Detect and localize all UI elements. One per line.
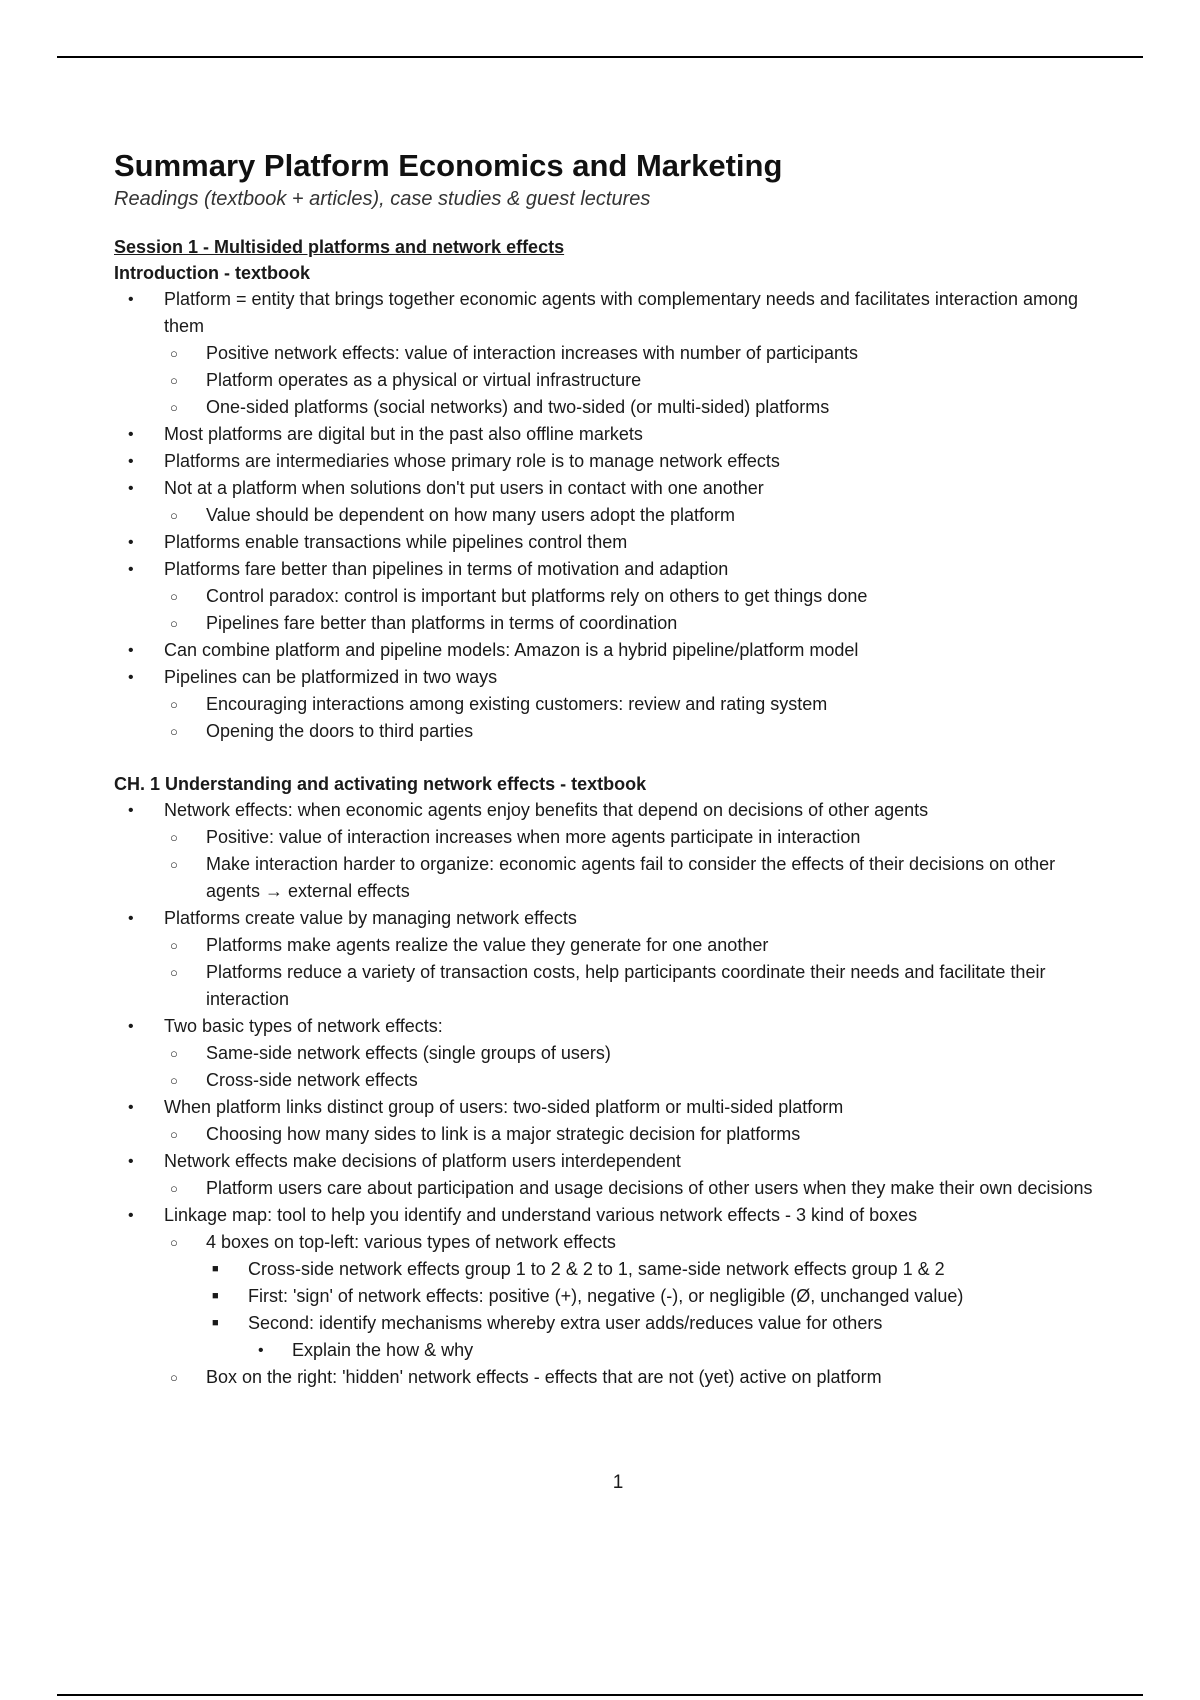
list-item-text: Same-side network effects (single groups of users) <box>206 1043 611 1063</box>
list-item-text: Platforms create value by managing network effects <box>164 908 577 928</box>
list-item <box>114 529 1104 556</box>
bullet-marker: ○ <box>170 616 178 631</box>
list-item-text: Cross-side network effects group 1 to 2 & 2 to 1, same-side network effects group 1 & 2 <box>248 1259 945 1279</box>
bullet-marker: • <box>128 1099 134 1116</box>
bullet-marker: • <box>258 1342 264 1359</box>
list-item-text: Platforms make agents realize the value they generate for one another <box>206 935 769 955</box>
top-rule <box>57 56 1143 58</box>
list-item-text: Pipelines can be platformized in two ways <box>164 667 498 687</box>
bullet-marker: ○ <box>170 965 178 980</box>
list-item-text: Opening the doors to third parties <box>206 721 474 741</box>
bullet-marker: ○ <box>170 1046 178 1061</box>
bullet-marker: ○ <box>170 508 178 523</box>
list-item-text: Platforms reduce a variety of transaction costs, help participants coordinate their needs and facilitate their interaction <box>206 962 1046 1009</box>
list-item-text: Platforms fare better than pipelines in terms of motivation and adaption <box>164 559 729 579</box>
list-item-text: First: 'sign' of network effects: positive (+), negative (-), or negligible (Ø, unchanged value) <box>248 1286 964 1306</box>
list-item <box>114 1310 1104 1337</box>
list-item <box>114 1283 1104 1310</box>
document-title: Summary Platform Economics and Marketing <box>114 148 783 183</box>
list-item-text: Encouraging interactions among existing customers: review and rating system <box>206 694 828 714</box>
list-item-text: Control paradox: control is important but platforms rely on others to get things done <box>206 586 868 606</box>
list-item <box>114 1337 1104 1364</box>
list-item <box>114 475 1104 502</box>
list-item-text: Positive: value of interaction increases when more agents participate in interaction <box>206 827 861 847</box>
list-item <box>114 959 1104 1013</box>
list-item-text: Platform = entity that brings together economic agents with complementary needs and facilitates interaction among them <box>164 289 1078 336</box>
list-item-text: Platform operates as a physical or virtual infrastructure <box>206 370 642 390</box>
bullet-marker: • <box>128 1018 134 1035</box>
list-item <box>114 610 1104 637</box>
bullet-marker: • <box>128 802 134 819</box>
bullet-marker: ○ <box>170 346 178 361</box>
bullet-marker: • <box>128 910 134 927</box>
bullet-marker: ■ <box>212 1263 219 1275</box>
list-item-text: Can combine platform and pipeline models: Amazon is a hybrid pipeline/platform model <box>164 640 859 660</box>
bullet-marker: • <box>128 1207 134 1224</box>
list-item <box>114 1202 1104 1229</box>
bullet-marker: ○ <box>170 400 178 415</box>
list-item <box>114 394 1104 421</box>
list-item-text: Second: identify mechanisms whereby extra user adds/reduces value for others <box>248 1313 883 1333</box>
list-item <box>114 718 1104 745</box>
list-item <box>114 905 1104 932</box>
list-item-text: Platforms enable transactions while pipelines control them <box>164 532 628 552</box>
bullet-marker: ○ <box>170 1073 178 1088</box>
bullet-marker: ○ <box>170 830 178 845</box>
list-item <box>114 691 1104 718</box>
list-item-text: Explain the how & why <box>292 1340 474 1360</box>
list-item <box>114 1364 1104 1391</box>
bullet-marker: • <box>128 1153 134 1170</box>
list-item <box>114 367 1104 394</box>
bullet-marker: ○ <box>170 857 178 872</box>
list-item-text: Platforms are intermediaries whose primary role is to manage network effects <box>164 451 780 471</box>
list-item <box>114 1175 1104 1202</box>
list-item-text: Network effects: when economic agents enjoy benefits that depend on decisions of other agents <box>164 800 929 820</box>
bullet-marker: ○ <box>170 589 178 604</box>
bullet-marker: ○ <box>170 1370 178 1385</box>
bullet-marker: ○ <box>170 1235 178 1250</box>
list-item <box>114 421 1104 448</box>
list-item <box>114 1067 1104 1094</box>
bullet-marker: • <box>128 561 134 578</box>
bullet-marker: ■ <box>212 1290 219 1302</box>
bullet-marker: • <box>128 453 134 470</box>
list-item-text: One-sided platforms (social networks) and two-sided (or multi-sided) platforms <box>206 397 830 417</box>
session-heading: Session 1 - Multisided platforms and network effects <box>114 237 565 257</box>
list-item <box>114 340 1104 367</box>
bullet-marker: ○ <box>170 373 178 388</box>
list-item <box>114 286 1104 340</box>
bottom-rule <box>57 1694 1143 1696</box>
list-item <box>114 824 1104 851</box>
list-item <box>114 1148 1104 1175</box>
section-heading: Introduction - textbook <box>114 263 310 283</box>
list-item <box>114 1121 1104 1148</box>
list-item <box>114 1094 1104 1121</box>
bullet-marker: • <box>128 480 134 497</box>
document-body <box>114 146 1104 1391</box>
bullet-list <box>114 797 1104 1391</box>
list-item-text: Two basic types of network effects: <box>164 1016 443 1036</box>
bullet-marker: • <box>128 642 134 659</box>
list-item <box>114 851 1104 905</box>
list-item <box>114 797 1104 824</box>
list-item <box>114 448 1104 475</box>
bullet-marker: ■ <box>212 1317 219 1329</box>
list-item <box>114 1013 1104 1040</box>
list-item <box>114 502 1104 529</box>
list-item <box>114 556 1104 583</box>
list-item-text: 4 boxes on top-left: various types of network effects <box>206 1232 616 1252</box>
bullet-marker: ○ <box>170 697 178 712</box>
bullet-marker: • <box>128 291 134 308</box>
document-subtitle: Readings (textbook + articles), case studies & guest lectures <box>114 188 651 210</box>
list-item-text: Make interaction harder to organize: economic agents fail to consider the effects of their decisions on other agents → external effects <box>206 854 1056 901</box>
list-item-text: When platform links distinct group of users: two-sided platform or multi-sided platform <box>164 1097 844 1117</box>
page-number: 1 <box>612 1472 624 1493</box>
list-item-text: Most platforms are digital but in the past also offline markets <box>164 424 643 444</box>
list-item-text: Pipelines fare better than platforms in terms of coordination <box>206 613 678 633</box>
bullet-marker: ○ <box>170 724 178 739</box>
bullet-marker: ○ <box>170 1181 178 1196</box>
bullet-marker: • <box>128 669 134 686</box>
list-item-text: Not at a platform when solutions don't put users in contact with one another <box>164 478 764 498</box>
list-item <box>114 583 1104 610</box>
list-item-text: Platform users care about participation and usage decisions of other users when they make their own decisions <box>206 1178 1093 1198</box>
bullet-marker: ○ <box>170 1127 178 1142</box>
list-item-text: Positive network effects: value of interaction increases with number of participants <box>206 343 858 363</box>
list-item-text: Linkage map: tool to help you identify and understand various network effects - 3 kind of boxes <box>164 1205 918 1225</box>
bullet-list <box>114 286 1104 745</box>
list-item-text: Box on the right: 'hidden' network effects - effects that are not (yet) active on platform <box>206 1367 882 1387</box>
list-item <box>114 637 1104 664</box>
list-item-text: Network effects make decisions of platform users interdependent <box>164 1151 681 1171</box>
bullet-marker: ○ <box>170 938 178 953</box>
list-item <box>114 1256 1104 1283</box>
list-item <box>114 664 1104 691</box>
bullet-marker: • <box>128 534 134 551</box>
list-item-text: Cross-side network effects <box>206 1070 418 1090</box>
section-heading: CH. 1 Understanding and activating network effects - textbook <box>114 774 647 794</box>
list-item-text: Choosing how many sides to link is a major strategic decision for platforms <box>206 1124 801 1144</box>
bullet-marker: • <box>128 426 134 443</box>
list-item <box>114 932 1104 959</box>
list-item <box>114 1040 1104 1067</box>
list-item <box>114 1229 1104 1256</box>
list-item-text: Value should be dependent on how many users adopt the platform <box>206 505 736 525</box>
